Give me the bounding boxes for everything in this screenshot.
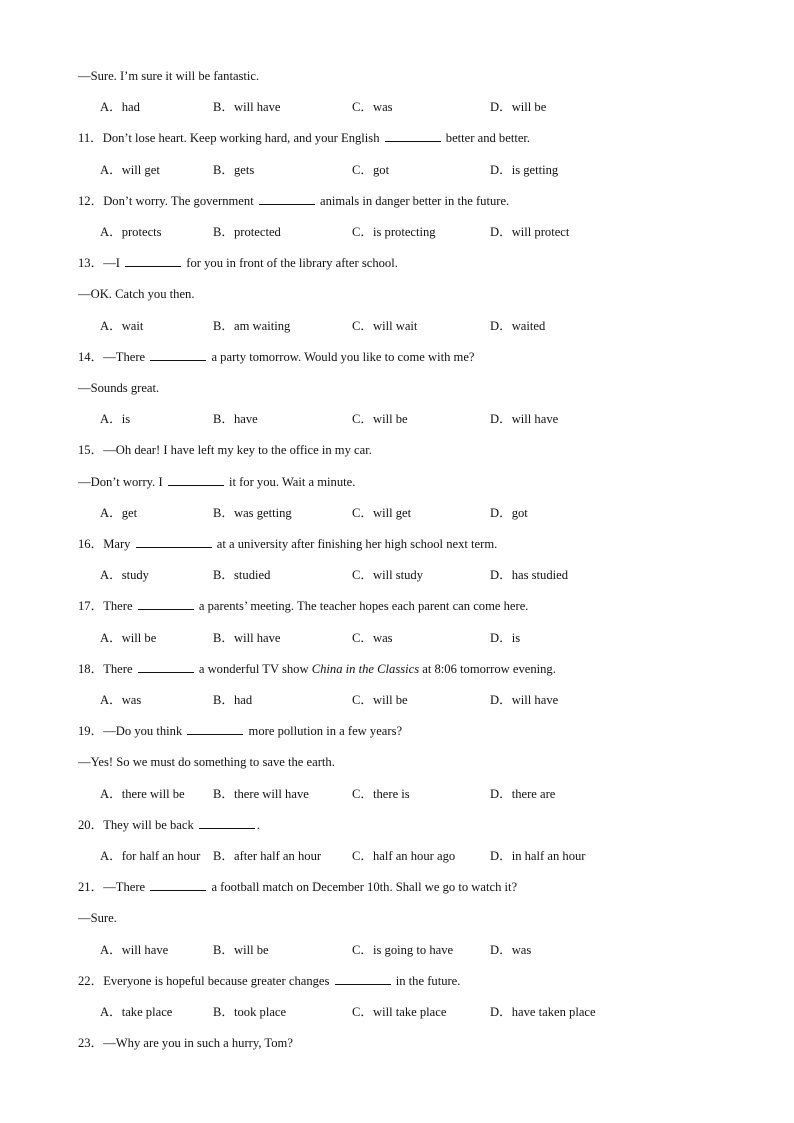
option-d[interactable]: D．will have: [490, 693, 559, 707]
option-d[interactable]: D．there are: [490, 786, 556, 801]
question-line: [78, 380, 159, 396]
question-text: 13．—I: [78, 256, 124, 271]
option-a[interactable]: A．wait: [100, 318, 144, 333]
answer-blank[interactable]: [136, 536, 212, 548]
option-b[interactable]: B．there will have: [213, 786, 309, 801]
question-text: —OK. Catch you then.: [78, 287, 195, 302]
show-title: China in the Classics: [311, 661, 420, 676]
options-row: [100, 692, 700, 708]
option-a[interactable]: A．will be: [100, 630, 157, 645]
option-b[interactable]: B．am waiting: [213, 318, 291, 333]
option-c[interactable]: C．there is: [352, 786, 410, 801]
option-c[interactable]: C．is protecting: [352, 225, 436, 239]
question-line: [78, 255, 398, 271]
option-b[interactable]: B．will have: [213, 630, 281, 645]
question-text: 12．Don’t worry. The government: [78, 193, 257, 208]
option-d[interactable]: D．was: [490, 942, 532, 957]
option-c[interactable]: C．will be: [352, 412, 408, 427]
option-b[interactable]: B．protected: [213, 225, 281, 239]
question-text: a parents’ meeting. The teacher hopes each parent can come here.: [195, 599, 529, 614]
options-row: [100, 1004, 700, 1020]
question-text: —Yes! So we must do something to save the earth.: [78, 755, 335, 770]
question-text: —Don’t worry. I: [78, 474, 166, 489]
option-b[interactable]: B．had: [213, 693, 253, 707]
options-row: [100, 848, 700, 864]
question-text: 15．—Oh dear! I have left my key to the office in my car.: [78, 443, 372, 458]
question-text: 18．There: [78, 661, 136, 676]
option-d[interactable]: D．has studied: [490, 568, 569, 583]
option-c[interactable]: C．was: [352, 100, 393, 115]
question-text: 19．—Do you think: [78, 724, 186, 739]
option-c[interactable]: C．is going to have: [352, 942, 454, 957]
question-line: [78, 879, 517, 895]
question-text: 17．There: [78, 599, 136, 614]
question-line: [78, 1035, 293, 1051]
option-d[interactable]: D．will have: [490, 412, 559, 427]
answer-blank[interactable]: [138, 661, 194, 673]
option-a[interactable]: A．had: [100, 100, 140, 115]
question-text: 23．—Why are you in such a hurry, Tom?: [78, 1036, 293, 1051]
question-line: [78, 286, 194, 302]
option-a[interactable]: A．get: [100, 505, 138, 520]
option-c[interactable]: C．will take place: [352, 1005, 447, 1019]
question-text: 21．—There: [78, 880, 149, 895]
option-d[interactable]: D．will protect: [490, 225, 570, 239]
question-text: 11．Don’t lose heart. Keep working hard, and your English: [78, 131, 383, 146]
question-line: [78, 910, 117, 926]
question-line: [78, 598, 528, 614]
answer-blank[interactable]: [199, 817, 255, 829]
option-a[interactable]: A．will get: [100, 162, 160, 177]
option-a[interactable]: A．study: [100, 568, 149, 583]
option-c[interactable]: C．was: [352, 630, 393, 645]
options-row: [100, 630, 700, 646]
options-row: [100, 318, 700, 334]
question-text: more pollution in a few years?: [245, 724, 403, 739]
options-row: [100, 942, 700, 958]
question-text: at 8:06 tomorrow evening.: [419, 661, 556, 676]
question-text: a wonderful TV show: [195, 661, 312, 676]
answer-blank[interactable]: [138, 598, 194, 610]
question-line: [78, 474, 355, 490]
question-text: a party tomorrow. Would you like to come with me?: [208, 349, 475, 364]
question-line: [78, 130, 530, 146]
answer-blank[interactable]: [150, 349, 206, 361]
option-b[interactable]: B．will be: [213, 942, 269, 957]
answer-blank[interactable]: [125, 255, 181, 267]
option-b[interactable]: B．was getting: [213, 505, 292, 520]
option-d[interactable]: D．got: [490, 505, 528, 520]
answer-blank[interactable]: [187, 723, 243, 735]
option-c[interactable]: C．half an hour ago: [352, 849, 456, 863]
option-b[interactable]: B．gets: [213, 162, 255, 177]
question-line: [78, 193, 509, 209]
question-text: 16．Mary: [78, 537, 134, 551]
options-row: [100, 786, 700, 802]
option-a[interactable]: A．was: [100, 693, 142, 707]
options-row: [100, 567, 700, 583]
question-line: [78, 817, 260, 833]
option-d[interactable]: D．in half an hour: [490, 849, 586, 863]
question-line: [78, 723, 402, 739]
option-d[interactable]: D．will be: [490, 100, 547, 115]
question-text: a football match on December 10th. Shall we go to watch it?: [208, 880, 518, 895]
option-b[interactable]: B．took place: [213, 1005, 287, 1019]
options-row: [100, 224, 700, 240]
question-text: it for you. Wait a minute.: [225, 474, 356, 489]
question-text: 22．Everyone is hopeful because greater changes: [78, 973, 333, 988]
option-d[interactable]: D．have taken place: [490, 1005, 596, 1019]
question-line: [78, 661, 556, 677]
option-a[interactable]: A．for half an hour: [100, 849, 201, 863]
option-c[interactable]: C．will wait: [352, 318, 418, 333]
question-text: —Sure. I’m sure it will be fantastic.: [78, 69, 260, 83]
option-a[interactable]: A．is: [100, 412, 131, 427]
question-text: animals in danger better in the future.: [316, 193, 510, 208]
option-b[interactable]: B．have: [213, 412, 258, 427]
question-line: [78, 536, 497, 552]
options-row: [100, 411, 700, 427]
option-d[interactable]: D．is getting: [490, 162, 559, 177]
question-line: [78, 754, 335, 770]
option-b[interactable]: B．studied: [213, 568, 271, 583]
question-text: better and better.: [442, 131, 531, 146]
option-c[interactable]: C．will be: [352, 693, 408, 707]
option-a[interactable]: A．take place: [100, 1005, 173, 1019]
option-d[interactable]: D．waited: [490, 318, 546, 333]
question-text: at a university after finishing her high school next term.: [213, 537, 498, 551]
options-row: [100, 99, 700, 115]
option-d[interactable]: D．is: [490, 630, 521, 645]
option-a[interactable]: A．there will be: [100, 786, 185, 801]
option-c[interactable]: C．got: [352, 162, 390, 177]
question-text: .: [256, 817, 261, 832]
question-line: [78, 973, 460, 989]
options-row: [100, 162, 700, 178]
question-text: —Sure.: [78, 911, 117, 926]
answer-blank[interactable]: [259, 193, 315, 205]
question-text: —Sounds great.: [78, 381, 160, 395]
option-a[interactable]: A．will have: [100, 942, 169, 957]
question-line: [78, 349, 475, 365]
options-row: [100, 505, 700, 521]
question-line: [78, 68, 259, 84]
answer-blank[interactable]: [335, 973, 391, 985]
question-text: 20．They will be back: [78, 817, 197, 832]
question-text: for you in front of the library after school.: [183, 256, 398, 271]
question-text: 14．—There: [78, 349, 149, 364]
answer-blank[interactable]: [150, 879, 206, 891]
option-b[interactable]: B．after half an hour: [213, 849, 322, 863]
answer-blank[interactable]: [385, 130, 441, 142]
option-c[interactable]: C．will get: [352, 505, 412, 520]
question-text: in the future.: [392, 973, 461, 988]
question-line: [78, 442, 372, 458]
option-a[interactable]: A．protects: [100, 225, 162, 239]
option-c[interactable]: C．will study: [352, 568, 424, 583]
option-b[interactable]: B．will have: [213, 100, 281, 115]
answer-blank[interactable]: [168, 474, 224, 486]
